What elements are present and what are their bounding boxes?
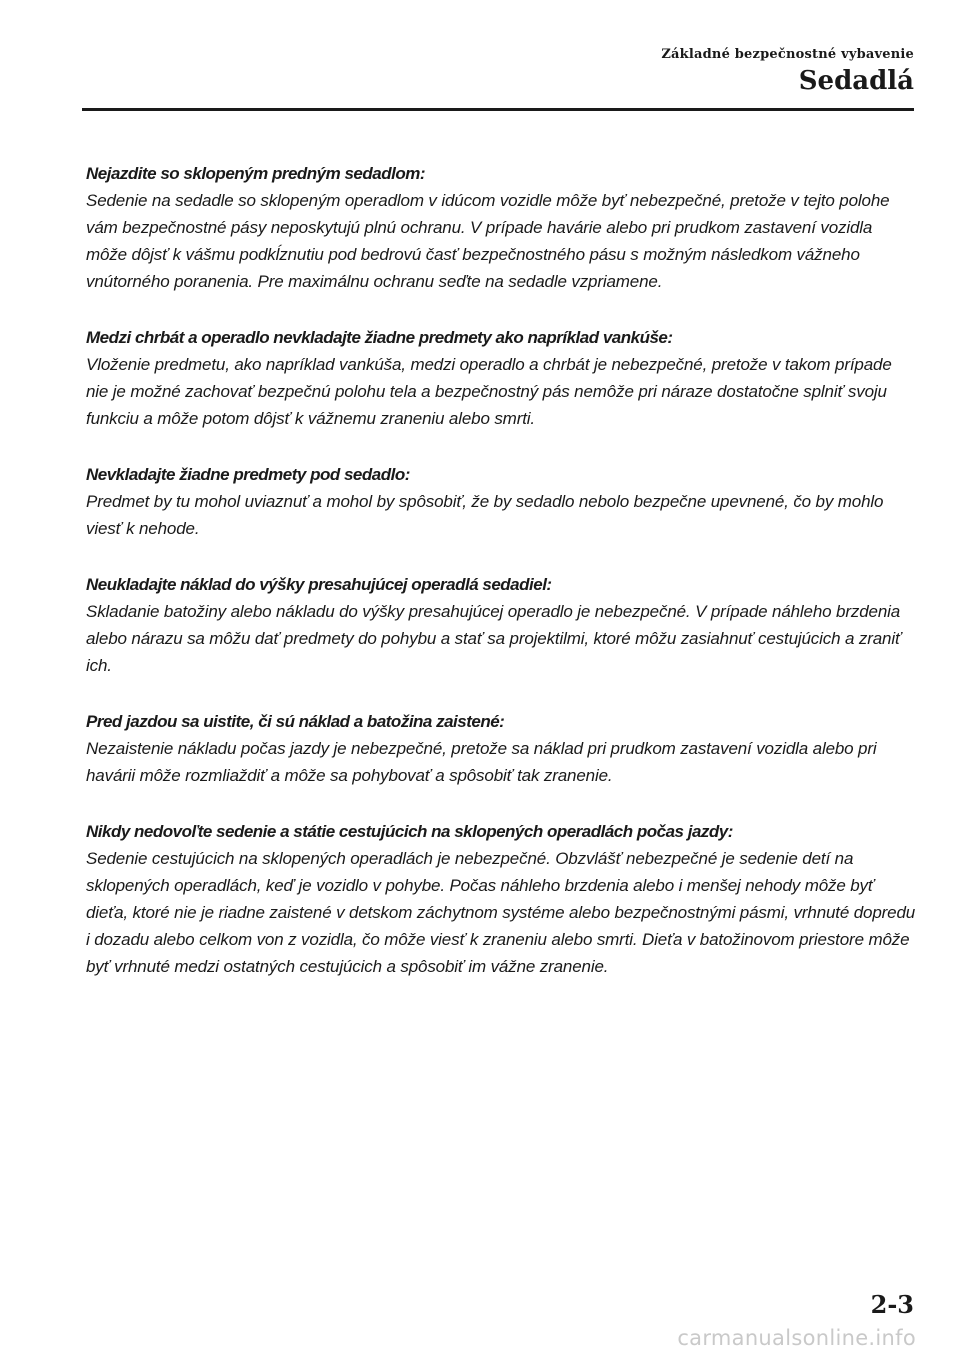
page-number: 2-3 — [870, 1290, 914, 1319]
watermark: carmanualsonline.info — [677, 1326, 916, 1350]
warning-heading: Pred jazdou sa uistite, či sú náklad a batožina zaistené: — [86, 712, 505, 731]
warning-text: Nezaistenie nákladu počas jazdy je nebezpečné, pretože sa náklad pri prudkom zastavení vozidla alebo pri havárii môže rozmliaždiť a môže sa pohybovať a spôsobiť tak zranenie. — [86, 739, 877, 785]
warning-text: Vloženie predmetu, ako napríklad vankúša, medzi operadlo a chrbát je nebezpečné, pretože v takom prípade nie je možné zachovať bezpečnú polohu tela a bezpečnostný pás nemôže pri náraze dostatočne splniť svoju funkciu a môže potom dôjsť k vážnemu zraneniu alebo smrti. — [86, 355, 892, 428]
warning-block — [86, 324, 916, 432]
warning-block — [86, 461, 916, 542]
warning-block — [86, 571, 916, 679]
warning-block — [86, 708, 916, 789]
section-label: Základné bezpečnostné vybavenie — [661, 47, 914, 62]
page-header — [661, 46, 914, 98]
warning-heading: Nejazdite so sklopeným predným sedadlom: — [86, 164, 425, 183]
warnings-content — [86, 160, 916, 1009]
header-divider — [82, 108, 914, 111]
warning-heading: Nikdy nedovoľte sedenie a státie cestujúcich na sklopených operadlách počas jazdy: — [86, 822, 733, 841]
warning-block — [86, 818, 916, 980]
warning-heading: Medzi chrbát a operadlo nevkladajte žiadne predmety ako napríklad vankúše: — [86, 328, 673, 347]
warning-block — [86, 160, 916, 295]
page-title: Sedadlá — [798, 66, 914, 96]
warning-text: Skladanie batožiny alebo nákladu do výšky presahujúcej operadlo je nebezpečné. V prípade náhleho brzdenia alebo nárazu sa môžu dať predmety do pohybu a stať sa projektilmi, ktoré môžu zasiahnuť cestujúcich a zraniť ich. — [86, 602, 901, 675]
warning-heading: Nevkladajte žiadne predmety pod sedadlo: — [86, 465, 410, 484]
warning-heading: Neukladajte náklad do výšky presahujúcej operadlá sedadiel: — [86, 575, 552, 594]
warning-text: Sedenie cestujúcich na sklopených operadlách je nebezpečné. Obzvlášť nebezpečné je sedenie detí na sklopených operadlách, keď je vozidlo v pohybe. Počas náhleho brzdenia alebo i menšej nehody môže byť dieťa, ktoré nie je riadne zaistené v detskom záchytnom systéme alebo bezpečnostnými pásmi, vrhnuté dopredu i dozadu alebo celkom von z vozidla, čo môže viesť k zraneniu alebo smrti. Dieťa v batožinovom priestore môže byť vrhnuté medzi ostatných cestujúcich a spôsobiť im vážne zranenie. — [86, 849, 916, 976]
warning-text: Sedenie na sedadle so sklopeným operadlom v idúcom vozidle môže byť nebezpečné, pretože v tejto polohe vám bezpečnostné pásy neposkytujú plnú ochranu. V prípade havárie alebo pri prudkom zastavení vozidla môže dôjsť k vášmu podkĺznutiu pod bedrovú časť bezpečnostného pásu s možným následkom vážneho vnútorného poranenia. Pre maximálnu ochranu seďte na sedadle vzpriamene. — [86, 191, 890, 291]
warning-text: Predmet by tu mohol uviaznuť a mohol by spôsobiť, že by sedadlo nebolo bezpečne upevnené, čo by mohlo viesť k nehode. — [86, 492, 884, 538]
